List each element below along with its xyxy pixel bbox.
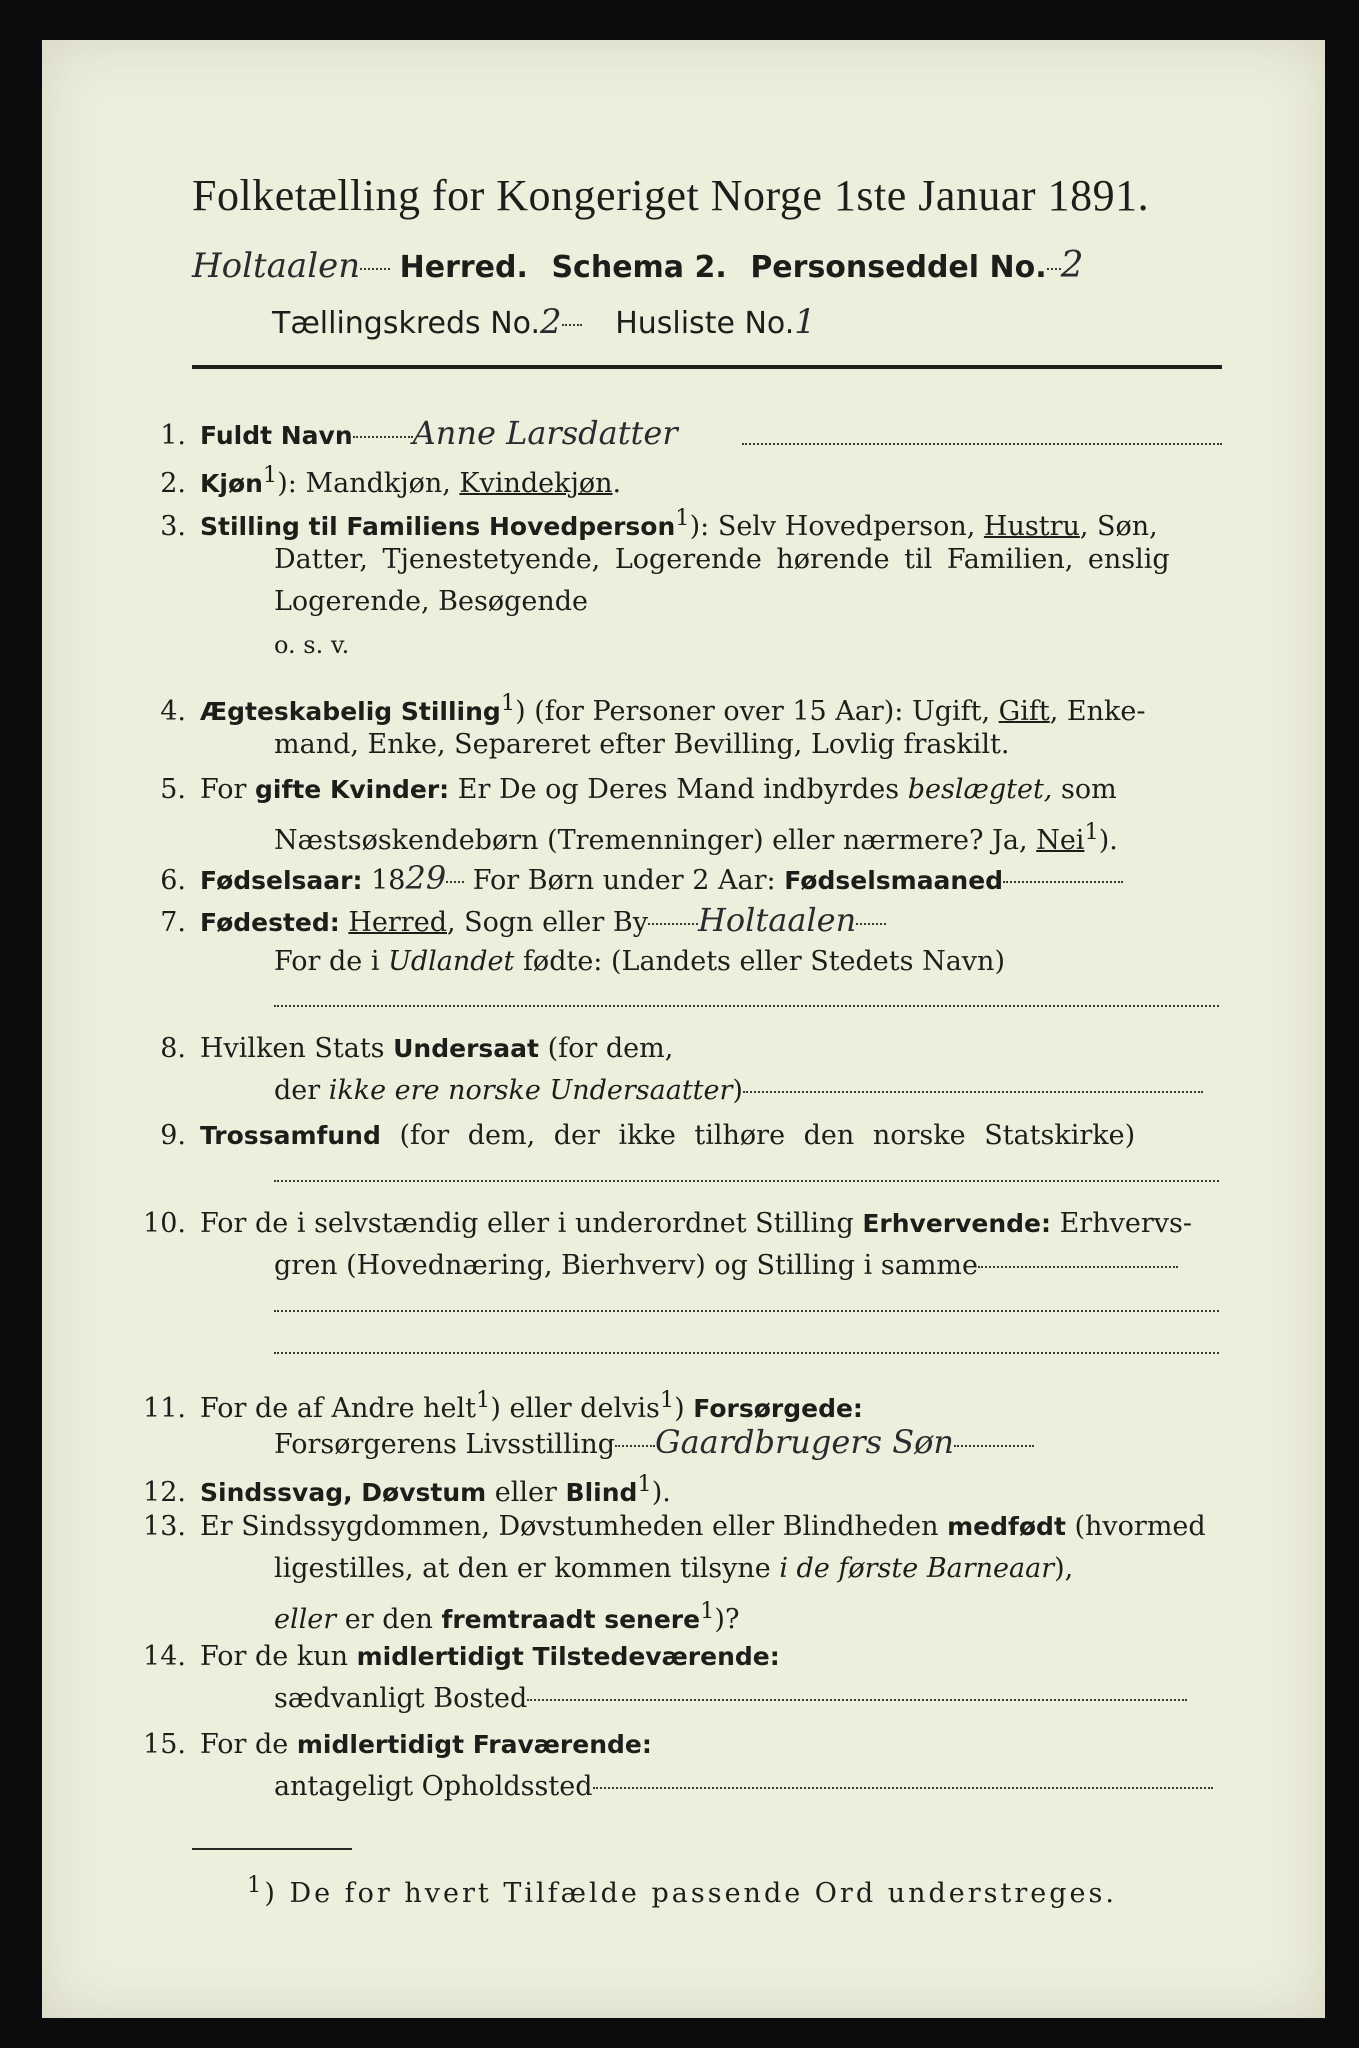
undersaat-label: Undersaat — [393, 1034, 539, 1063]
item-14: 14. For de kun midlertidigt Tilstedeværende: — [143, 1641, 780, 1672]
gifte-kvinder-label: gifte Kvinder: — [255, 775, 450, 804]
fuldt-navn-value: Anne Larsdatter — [412, 414, 678, 452]
husliste-label: Husliste No. — [615, 306, 795, 341]
aegteskab-selected: Gift — [998, 696, 1050, 727]
personseddel-value: 2 — [1060, 245, 1084, 286]
herred-value: Holtaalen — [192, 246, 361, 286]
item-9: 9. Trossamfund (for dem, der ikke tilhøre den norske Statskirke) — [160, 1120, 1136, 1151]
trossamfund-label: Trossamfund — [200, 1121, 381, 1150]
forsorgede-label: Forsørgede: — [693, 1394, 863, 1423]
kreds-label: Tællingskreds No. — [272, 306, 540, 341]
fodested-selected: Herred — [348, 907, 447, 938]
schema-label: Schema 2. — [551, 250, 727, 285]
header-line-1 — [192, 245, 1084, 286]
fodselsmaaned-label: Fødselsmaaned — [784, 866, 1004, 895]
kreds-value: 2 — [540, 302, 562, 342]
aegteskab-label: Ægteskabelig Stilling — [200, 697, 501, 726]
forsorger-livsstilling-value: Gaardbrugers Søn — [655, 1423, 955, 1461]
fuldt-navn-label: Fuldt Navn — [200, 421, 353, 450]
beslaegtet-selected: Nei — [1036, 825, 1085, 856]
item-3: 3. Stilling til Familiens Hovedperson$^1$): Selv Hovedperson, Hustru, Søn, — [160, 505, 1158, 542]
kjon-selected: Kvindekjøn — [459, 468, 613, 499]
census-form: Folketælling for Kongeriget Norge 1ste Januar 1891. Holtaalen Herred. Schema 2. Personseddel No. 2 Tællingskreds No.2 Husliste No.1 1. Fuldt Navn Anne Larsdatter 2. Kjøn$^1$): Mandkjøn, Kvindekjøn. 3. Stilling til Familiens Hovedperson$^1$): Selv Hovedperson, Hustru, Søn, Datter, Tjenestetyende, Logerende hørende til Familien, enslig Logerende, Besøgende o. s. v. 4. Ægteskabelig Stilling$^1$) (for Personer over 15 Aar): Ugift, Gift, Enke- mand, Enke, Separeret efter Bevilling, Lovlig fraskilt. 5. For gifte Kvinder: Er De og Deres Mand indbyrdes beslægtet, som Næstsøskendebørn (Tremenninger) eller nærmere? Ja, Nei$^1$). 6. Fødselsaar: 1829 For Børn under 2 Aar: Fødselsmaaned 7. Fødested: Herred, Sogn eller By Holtaalen For de i Udlandet fødte: (Landets eller Stedets Navn) 8. Hvilken Stats Undersaat (for dem, der ikke ere norske Undersaatter) 9. Trossamfund (for dem, der ikke tilhøre den norske Statskirke) 10. For de i selvstændig eller i underordnet Stilling Erhvervende: Erhvervs- gren (Hovednæring, Bierhverv) og Stilling i samme 11. For de af Andre helt$^1$) eller delvis$^1$) Forsørgede: Forsørgerens Livsstilling Gaardbrugers Søn 12. Sindssvag, Døvstum eller Blind$^1$). 13. Er Sindssygdommen, Døvstumheden eller Blindheden medfødt (hvormed ligestilles, at den er kommen tilsyne i de første Barneaar), eller er den fremtraadt senere$^1$)? 14. For de kun midlertidigt Tilstedeværende: sædvanligt Bosted 15. For de midlertidigt Fraværende: antageligt Opholdssted $^1$) De for hvert Tilfælde passende Ord understreges. — [42, 40, 1325, 2018]
fodested-label: Fødested: — [200, 908, 340, 937]
footnote: $^1$) De for hvert Tilfælde passende Ord understreges. — [247, 1872, 1117, 1909]
item-6: 6. Fødselsaar: 1829 For Børn under 2 Aar: Fødselsmaaned — [132, 857, 1123, 902]
footnote-divider — [192, 1848, 352, 1850]
fodested-value: Holtaalen — [697, 901, 857, 939]
item-5: 5. For gifte Kvinder: Er De og Deres Mand indbyrdes beslægtet, som — [160, 774, 1117, 805]
item-10: 10. For de i selvstændig eller i underordnet Stilling Erhvervende: Erhvervs- — [143, 1208, 1192, 1239]
sindssvag-label: Sindssvag, Døvstum — [200, 1478, 487, 1507]
item-4: 4. Ægteskabelig Stilling$^1$) (for Personer over 15 Aar): Ugift, Gift, Enke- — [160, 690, 1146, 727]
stilling-selected: Hustru — [983, 511, 1080, 542]
fodselsaar-label: Fødselsaar: — [200, 866, 363, 895]
item-2: 2. Kjøn$^1$): Mandkjøn, Kvindekjøn. — [160, 462, 622, 499]
herred-label: Herred. — [399, 250, 528, 285]
medfodt-label: medfødt — [947, 1512, 1066, 1541]
item-7: 7. Fødested: Herred, Sogn eller By Holtaalen — [132, 899, 886, 944]
husliste-value: 1 — [794, 302, 816, 342]
fodselsaar-value: 29 — [405, 859, 447, 897]
item-12: 12. Sindssvag, Døvstum eller Blind$^1$). — [143, 1471, 671, 1508]
header-line-2 — [272, 302, 816, 342]
header-divider — [192, 365, 1222, 369]
erhvervende-label: Erhvervende: — [862, 1209, 1052, 1238]
item-1: 1. Fuldt Navn Anne Larsdatter — [160, 414, 678, 452]
personseddel-label: Personseddel No. — [750, 250, 1047, 285]
item-11: 11. For de af Andre helt$^1$) eller delvis$^1$) Forsørgede: — [143, 1387, 863, 1424]
item-13: 13. Er Sindssygdommen, Døvstumheden eller Blindheden medfødt (hvormed — [143, 1511, 1206, 1542]
item-15: 15. For de midlertidigt Fraværende: — [143, 1729, 652, 1760]
kjon-label: Kjøn — [200, 469, 263, 498]
form-title: Folketælling for Kongeriget Norge 1ste Januar 1891. — [192, 171, 1150, 220]
item-8: 8. Hvilken Stats Undersaat (for dem, — [160, 1033, 674, 1064]
stilling-label: Stilling til Familiens Hovedperson — [200, 512, 676, 541]
fravaerende-label: midlertidigt Fraværende: — [296, 1730, 652, 1759]
tilstedevaerende-label: midlertidigt Tilstedeværende: — [356, 1642, 780, 1671]
